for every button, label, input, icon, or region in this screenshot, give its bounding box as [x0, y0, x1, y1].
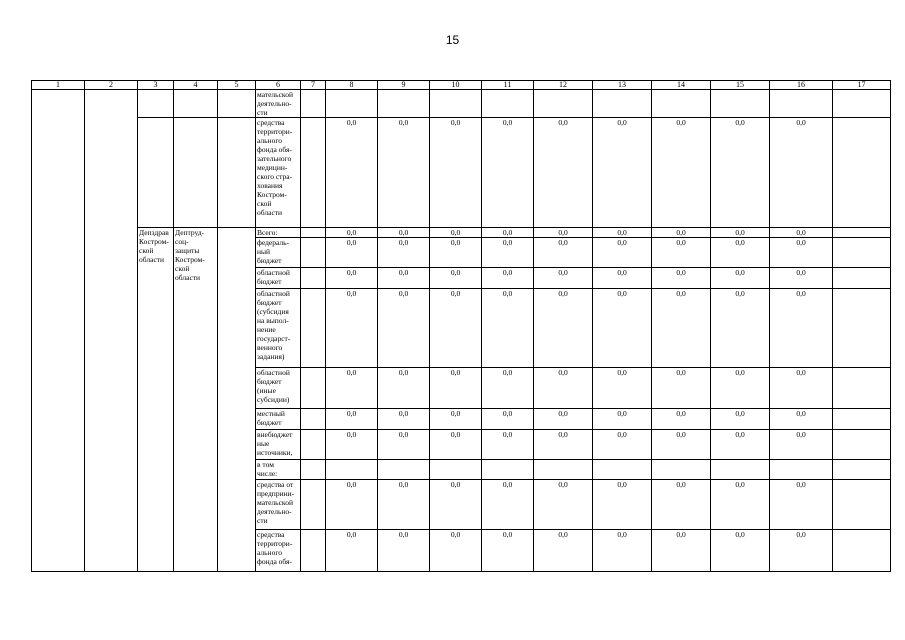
- col-7-cell: [301, 368, 326, 409]
- value-cell: 0,0: [711, 289, 770, 368]
- value-cell: 0,0: [593, 238, 652, 268]
- funding-source-cell: средства от предприни- мательской деятельно- сти: [256, 480, 301, 530]
- value-cell: 0,0: [652, 368, 711, 409]
- value-cell: 0,0: [326, 480, 378, 530]
- column-number-row: [32, 81, 891, 90]
- col-7-cell: [301, 228, 326, 238]
- value-cell: 0,0: [534, 409, 593, 430]
- funding-source-cell: областной бюджет (иные субсидии): [256, 368, 301, 409]
- value-cell: 0,0: [482, 430, 534, 460]
- col-7-cell: [301, 268, 326, 289]
- funding-source-cell: Всего:: [256, 228, 301, 238]
- column-number-16: 16: [770, 81, 833, 90]
- value-cell: 0,0: [770, 368, 833, 409]
- col-17-cell: [833, 90, 891, 118]
- value-cell: 0,0: [593, 530, 652, 572]
- value-cell: 0,0: [378, 228, 430, 238]
- value-cell: 0,0: [593, 368, 652, 409]
- value-cell: [652, 460, 711, 480]
- value-cell: 0,0: [593, 289, 652, 368]
- value-cell: 0,0: [652, 238, 711, 268]
- value-cell: 0,0: [534, 268, 593, 289]
- funding-source-cell: областной бюджет (субсидия на выпол- нение государст- венного задания): [256, 289, 301, 368]
- funding-source-cell: местный бюджет: [256, 409, 301, 430]
- value-cell: [378, 90, 430, 118]
- col-7-cell: [301, 480, 326, 530]
- value-cell: 0,0: [711, 368, 770, 409]
- value-cell: 0,0: [593, 268, 652, 289]
- value-cell: 0,0: [326, 118, 378, 228]
- value-cell: 0,0: [482, 268, 534, 289]
- col-7-cell: [301, 289, 326, 368]
- value-cell: 0,0: [326, 409, 378, 430]
- value-cell: 0,0: [326, 530, 378, 572]
- value-cell: 0,0: [482, 289, 534, 368]
- column-number-5: 5: [218, 81, 256, 90]
- value-cell: 0,0: [652, 480, 711, 530]
- value-cell: 0,0: [326, 430, 378, 460]
- value-cell: 0,0: [652, 268, 711, 289]
- col-1-cell: [32, 90, 85, 572]
- value-cell: 0,0: [378, 268, 430, 289]
- value-cell: 0,0: [326, 289, 378, 368]
- value-cell: 0,0: [534, 430, 593, 460]
- column-number-11: 11: [482, 81, 534, 90]
- funding-source-cell: средства территори- ального фонда обя- зательного медицин- ского стра- хования Костром- ской области: [256, 118, 301, 228]
- value-cell: 0,0: [711, 228, 770, 238]
- value-cell: 0,0: [430, 480, 482, 530]
- value-cell: 0,0: [711, 409, 770, 430]
- value-cell: 0,0: [430, 238, 482, 268]
- value-cell: 0,0: [770, 268, 833, 289]
- value-cell: [593, 460, 652, 480]
- value-cell: 0,0: [770, 409, 833, 430]
- column-number-17: 17: [833, 81, 891, 90]
- col-17-cell: [833, 409, 891, 430]
- organization-health-dept: Депздрав Костром- ской области: [138, 228, 174, 572]
- value-cell: 0,0: [534, 228, 593, 238]
- value-cell: [711, 90, 770, 118]
- col-4-cell: [174, 90, 218, 118]
- value-cell: [326, 460, 378, 480]
- col-17-cell: [833, 268, 891, 289]
- col-5-cell: [218, 90, 256, 118]
- value-cell: 0,0: [482, 118, 534, 228]
- value-cell: 0,0: [770, 289, 833, 368]
- value-cell: 0,0: [378, 409, 430, 430]
- col-7-cell: [301, 460, 326, 480]
- value-cell: 0,0: [534, 238, 593, 268]
- column-number-12: 12: [534, 81, 593, 90]
- col-7-cell: [301, 238, 326, 268]
- value-cell: 0,0: [593, 228, 652, 238]
- value-cell: 0,0: [326, 368, 378, 409]
- col-7-cell: [301, 430, 326, 460]
- funding-source-cell: в том числе:: [256, 460, 301, 480]
- col-3-cell: [138, 90, 174, 118]
- value-cell: 0,0: [326, 268, 378, 289]
- value-cell: 0,0: [482, 480, 534, 530]
- value-cell: 0,0: [534, 368, 593, 409]
- table-row: [32, 90, 891, 118]
- column-number-10: 10: [430, 81, 482, 90]
- col-5-cell: [218, 228, 256, 572]
- value-cell: 0,0: [593, 409, 652, 430]
- value-cell: 0,0: [378, 430, 430, 460]
- value-cell: 0,0: [534, 530, 593, 572]
- value-cell: 0,0: [770, 238, 833, 268]
- table-row: [32, 228, 891, 238]
- value-cell: 0,0: [534, 480, 593, 530]
- value-cell: 0,0: [652, 430, 711, 460]
- col-3-cell: [138, 118, 174, 228]
- col-17-cell: [833, 118, 891, 228]
- column-number-4: 4: [174, 81, 218, 90]
- col-7-cell: [301, 90, 326, 118]
- table-row: [32, 118, 891, 228]
- value-cell: 0,0: [378, 118, 430, 228]
- column-number-8: 8: [326, 81, 378, 90]
- budget-table: [31, 80, 891, 572]
- value-cell: 0,0: [711, 530, 770, 572]
- value-cell: 0,0: [770, 228, 833, 238]
- value-cell: 0,0: [770, 480, 833, 530]
- value-cell: [711, 460, 770, 480]
- column-number-3: 3: [138, 81, 174, 90]
- col-2-cell: [85, 90, 138, 572]
- col-17-cell: [833, 430, 891, 460]
- value-cell: 0,0: [652, 530, 711, 572]
- col-17-cell: [833, 289, 891, 368]
- value-cell: [430, 90, 482, 118]
- column-number-7: 7: [301, 81, 326, 90]
- value-cell: [482, 460, 534, 480]
- value-cell: [326, 90, 378, 118]
- funding-source-cell: федераль- ный бюджет: [256, 238, 301, 268]
- value-cell: [770, 460, 833, 480]
- page-number: 15: [445, 33, 460, 47]
- column-number-6: 6: [256, 81, 301, 90]
- value-cell: [593, 90, 652, 118]
- value-cell: 0,0: [652, 409, 711, 430]
- value-cell: 0,0: [711, 118, 770, 228]
- value-cell: 0,0: [593, 430, 652, 460]
- value-cell: 0,0: [770, 530, 833, 572]
- value-cell: 0,0: [378, 530, 430, 572]
- value-cell: 0,0: [378, 238, 430, 268]
- value-cell: 0,0: [711, 480, 770, 530]
- value-cell: 0,0: [482, 368, 534, 409]
- col-17-cell: [833, 480, 891, 530]
- col-17-cell: [833, 228, 891, 238]
- value-cell: 0,0: [482, 530, 534, 572]
- value-cell: 0,0: [430, 530, 482, 572]
- col-7-cell: [301, 118, 326, 228]
- column-number-2: 2: [85, 81, 138, 90]
- value-cell: 0,0: [652, 289, 711, 368]
- value-cell: 0,0: [430, 289, 482, 368]
- value-cell: 0,0: [378, 289, 430, 368]
- col-17-cell: [833, 238, 891, 268]
- value-cell: 0,0: [652, 228, 711, 238]
- value-cell: 0,0: [326, 238, 378, 268]
- value-cell: 0,0: [378, 480, 430, 530]
- value-cell: 0,0: [593, 480, 652, 530]
- value-cell: 0,0: [430, 409, 482, 430]
- value-cell: [430, 460, 482, 480]
- funding-source-cell: областной бюджет: [256, 268, 301, 289]
- column-number-9: 9: [378, 81, 430, 90]
- value-cell: [482, 90, 534, 118]
- value-cell: 0,0: [534, 289, 593, 368]
- value-cell: 0,0: [770, 430, 833, 460]
- value-cell: [652, 90, 711, 118]
- value-cell: 0,0: [430, 118, 482, 228]
- value-cell: 0,0: [378, 368, 430, 409]
- funding-source-cell: внебюджет ные источники,: [256, 430, 301, 460]
- organization-labor-dept: Дептруд- соц- защиты Костром- ской области: [174, 228, 218, 572]
- value-cell: 0,0: [711, 268, 770, 289]
- column-number-15: 15: [711, 81, 770, 90]
- value-cell: [770, 90, 833, 118]
- value-cell: 0,0: [430, 268, 482, 289]
- value-cell: 0,0: [430, 368, 482, 409]
- value-cell: 0,0: [482, 409, 534, 430]
- col-17-cell: [833, 460, 891, 480]
- value-cell: [534, 460, 593, 480]
- col-5-cell: [218, 118, 256, 228]
- column-number-1: 1: [32, 81, 85, 90]
- column-number-13: 13: [593, 81, 652, 90]
- value-cell: [534, 90, 593, 118]
- value-cell: 0,0: [430, 228, 482, 238]
- value-cell: 0,0: [770, 118, 833, 228]
- col-17-cell: [833, 530, 891, 572]
- value-cell: [378, 460, 430, 480]
- value-cell: 0,0: [430, 430, 482, 460]
- col-7-cell: [301, 409, 326, 430]
- value-cell: 0,0: [711, 238, 770, 268]
- value-cell: 0,0: [593, 118, 652, 228]
- value-cell: 0,0: [326, 228, 378, 238]
- col-7-cell: [301, 530, 326, 572]
- funding-source-cell: мательской деятельно- сти: [256, 90, 301, 118]
- value-cell: 0,0: [482, 228, 534, 238]
- column-number-14: 14: [652, 81, 711, 90]
- col-4-cell: [174, 118, 218, 228]
- value-cell: 0,0: [652, 118, 711, 228]
- value-cell: 0,0: [482, 238, 534, 268]
- value-cell: 0,0: [534, 118, 593, 228]
- funding-source-cell: средства территори- ального фонда обя-: [256, 530, 301, 572]
- value-cell: 0,0: [711, 430, 770, 460]
- col-17-cell: [833, 368, 891, 409]
